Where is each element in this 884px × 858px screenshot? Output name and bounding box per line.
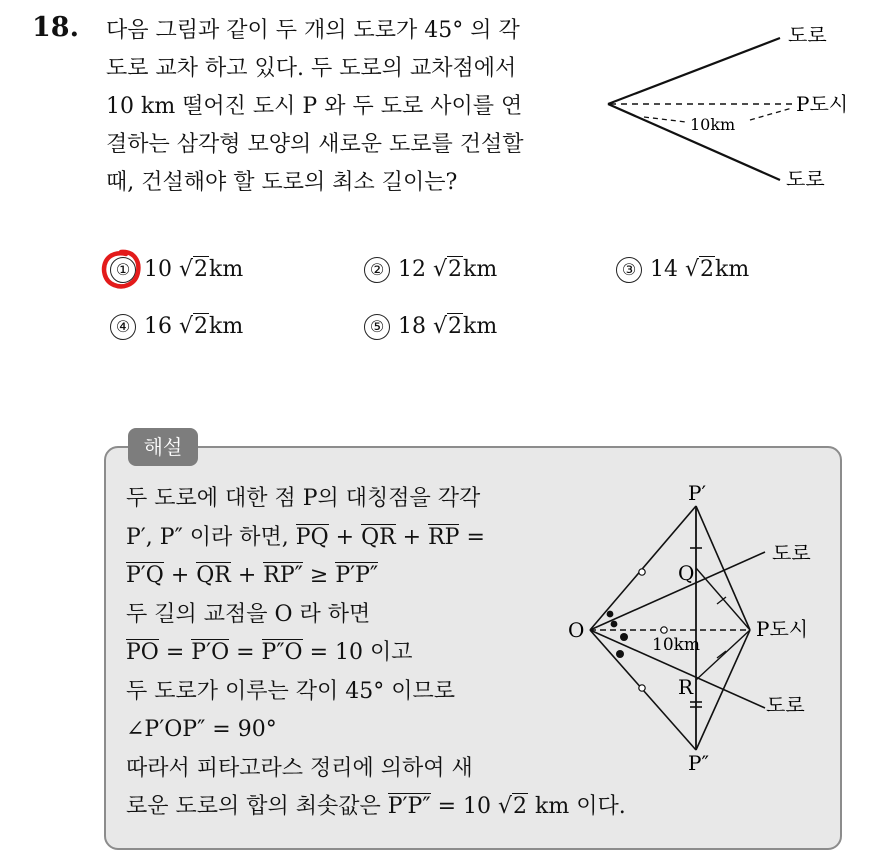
question-text (106, 12, 596, 202)
city-label: P도시 (796, 92, 849, 116)
operator: + (328, 524, 362, 550)
label-o: O (568, 618, 585, 642)
radicand: 2 (513, 794, 528, 819)
angle-dot-marker (616, 650, 624, 658)
text-segment: km 이다. (528, 794, 626, 819)
choice-number: ⑤ (364, 314, 390, 340)
segment-pp: P′P″ (335, 563, 379, 588)
road-figure (600, 10, 870, 200)
choice-coef: 18 (398, 314, 426, 339)
solution-line: ∠P′OP″ = 90° (126, 717, 277, 742)
road-label-top: 도로 (788, 23, 827, 47)
midpoint-marker (661, 627, 667, 633)
solution-line (126, 634, 626, 673)
solution-line: 로운 도로의 합의 최솟값은 P′P″ = 10 √2 km 이다. (126, 794, 626, 819)
choice-coef: 12 (398, 257, 426, 282)
midpoint-marker (639, 569, 645, 575)
segment-rpp: RP″ (263, 563, 303, 588)
distance-dash-right (750, 108, 792, 120)
question-line: 때, 건설해야 할 도로의 최소 길이는? (106, 170, 458, 195)
label-q: Q (678, 561, 695, 585)
question-line: 도로 교차 하고 있다. 두 도로의 교차점에서 (106, 56, 517, 81)
label-road-bottom: 도로 (766, 693, 805, 717)
solution-line (126, 519, 626, 558)
label-r: R (678, 675, 694, 699)
choice-2[interactable]: ② 12 √2km (364, 257, 497, 283)
segment-ppo: P′O (191, 640, 230, 665)
reflection-figure (560, 484, 840, 774)
distance-dash-left (644, 117, 686, 122)
segment-qr: QR (196, 563, 231, 588)
line-pprime-p (696, 506, 750, 630)
choice-number: ② (364, 257, 390, 283)
solution-line: 따라서 피타고라스 정리에 의하여 새 (126, 755, 473, 781)
selected-mark-icon (98, 247, 144, 293)
operator: = (459, 524, 485, 550)
text-segment: P′, P″ 이라 하면, (126, 524, 296, 550)
choice-unit: km (715, 257, 750, 282)
distance-label: 10km (690, 115, 736, 134)
midpoint-marker (639, 685, 645, 691)
choice-radicand: 2 (700, 257, 715, 282)
solution-line: 두 도로에 대한 점 P의 대칭점을 각각 (126, 486, 481, 511)
angle-dot-marker (607, 611, 614, 618)
segment-rp: RP (428, 524, 460, 550)
choice-unit: km (463, 314, 498, 339)
choice-radicand: 2 (194, 314, 209, 339)
choice-unit: km (463, 257, 498, 282)
question-number: 18. (32, 12, 79, 43)
angle-dot-marker (620, 633, 628, 641)
choice-radicand: 2 (194, 257, 209, 282)
operator: = (158, 640, 192, 665)
question-line: 결하는 삼각형 모양의 새로운 도로를 건설할 (106, 132, 524, 157)
operator: + (395, 524, 429, 550)
solution-text (126, 480, 626, 827)
choice-unit: km (209, 257, 244, 282)
label-p-prime: P′ (688, 484, 706, 505)
label-road-top: 도로 (772, 541, 811, 565)
line-r-p (696, 630, 750, 680)
choice-radicand: 2 (448, 257, 463, 282)
choice-3[interactable]: ③ 14 √2km (616, 257, 749, 283)
segment-pp: P′P″ (387, 794, 431, 819)
choice-coef: 14 (650, 257, 678, 282)
segment-pppo: P″O (261, 640, 303, 665)
label-city: P도시 (756, 617, 809, 641)
choice-coef: 16 (144, 314, 172, 339)
choice-5[interactable]: ⑤ 18 √2km (364, 314, 497, 340)
choice-number: ① (110, 257, 136, 283)
road-line-top (608, 38, 780, 104)
text-segment: = 10 (430, 794, 498, 819)
operator: + (230, 563, 264, 588)
solution-tab: 해설 (128, 428, 198, 466)
text-segment: = 10 이고 (302, 640, 413, 665)
choice-number: ④ (110, 314, 136, 340)
solution-line (126, 557, 626, 596)
operator: + (163, 563, 197, 588)
choice-coef: 10 (144, 257, 172, 282)
text-segment: 로운 도로의 합의 최솟값은 (126, 794, 388, 819)
choice-unit: km (209, 314, 244, 339)
solution-line: 두 도로가 이루는 각이 45° 이므로 (126, 678, 455, 704)
segment-ppq: P′Q (126, 563, 164, 588)
label-p-dprime: P″ (688, 751, 709, 774)
choice-radicand: 2 (448, 314, 463, 339)
segment-po: PO (126, 640, 159, 665)
angle-dot-marker (611, 621, 618, 628)
question-line: 10 km 떨어진 도시 P 와 두 도로 사이를 연 (106, 94, 523, 119)
road-label-bottom: 도로 (786, 167, 825, 191)
operator: = (229, 640, 262, 665)
label-distance: 10km (652, 635, 701, 655)
solution-line: 두 길의 교점을 O 라 하면 (126, 601, 371, 627)
choice-1[interactable]: ① 10 √2km (110, 257, 243, 283)
choice-number: ③ (616, 257, 642, 283)
segment-qr: QR (361, 524, 396, 550)
segment-pq: PQ (295, 524, 329, 550)
operator: ≥ (302, 563, 336, 588)
choice-4[interactable]: ④ 16 √2km (110, 314, 243, 340)
question-line: 다음 그림과 같이 두 개의 도로가 45° 의 각 (106, 18, 520, 43)
